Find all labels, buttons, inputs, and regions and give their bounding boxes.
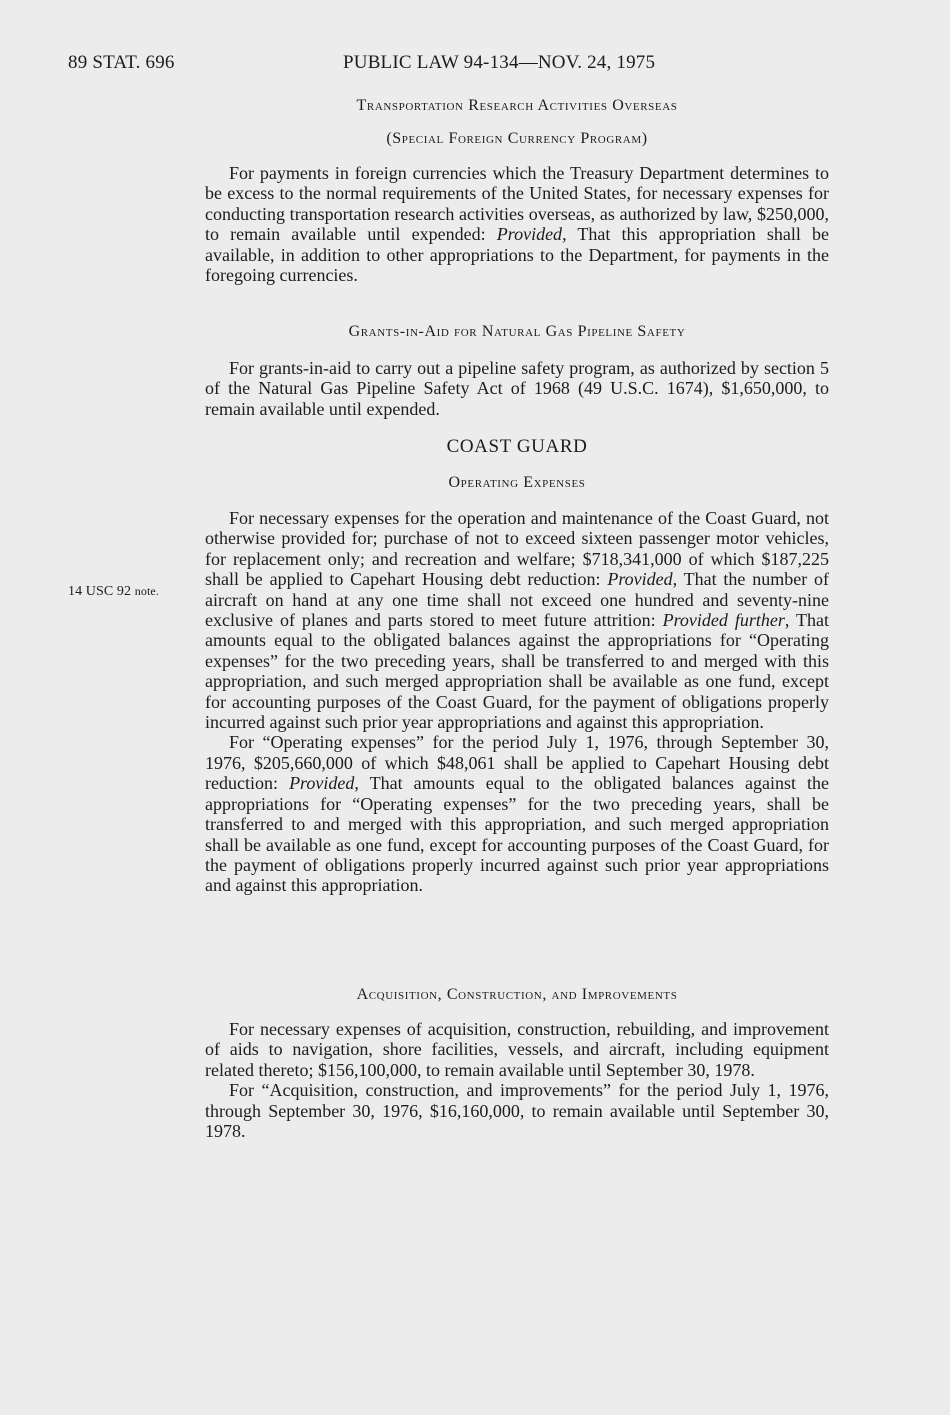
operating-expenses-heading: Operating Expenses bbox=[448, 474, 586, 491]
text-run: For payments in foreign currencies which the Treasury Department determines to be excess to the normal requirements of the United States, for necessary expenses for conducting transportation research activities overseas, as authorized by law, $250,000, to remain available until expended: bbox=[205, 163, 829, 245]
transport-research-heading: Transportation Research Activities Overseas bbox=[356, 97, 678, 114]
provided-italic: Provided bbox=[607, 569, 673, 590]
operating-expenses-paragraph-2 bbox=[205, 732, 829, 895]
stat-page-number: 89 STAT. 696 bbox=[68, 52, 175, 73]
pipeline-safety-heading: Grants-in-Aid for Natural Gas Pipeline Safety bbox=[348, 323, 686, 340]
acquisition-heading: Acquisition, Construction, and Improvements bbox=[356, 986, 678, 1003]
text-run: For necessary expenses for the operation and maintenance of the Coast Guard, not otherwise provided for; purchase of not to exceed sixteen passenger motor vehicles, for replacement only; and recreation and welfare; $718,341,000 of which $187,225 shall be applied to Capehart Housing debt reduction: bbox=[205, 508, 829, 590]
margin-note-usc bbox=[68, 584, 159, 600]
law-title: PUBLIC LAW 94-134—NOV. 24, 1975 bbox=[343, 52, 656, 73]
acquisition-paragraph-2: For “Acquisition, construction, and improvements” for the period July 1, 1976, through September 30, 1976, $16,160,000, to remain available until September 30, 1978. bbox=[205, 1080, 829, 1142]
pipeline-safety-paragraph: For grants-in-aid to carry out a pipeline safety program, as authorized by section 5 of the Natural Gas Pipeline Safety Act of 1968 (49 U.S.C. 1674), $1,650,000, to remain available until expended. bbox=[205, 358, 829, 419]
pipeline-safety-body bbox=[205, 358, 829, 419]
coast-guard-heading: COAST GUARD bbox=[446, 436, 588, 457]
transport-research-paragraph bbox=[205, 163, 829, 285]
provided-further-italic: Provided further bbox=[662, 610, 785, 631]
acquisition-paragraph-1: For necessary expenses of acquisition, construction, rebuilding, and improvement of aids to navigation, shore facilities, vessels, and aircraft, including equipment related thereto; $156,100,000, to remain available until September 30, 1978. bbox=[205, 1019, 829, 1080]
transport-research-body bbox=[205, 163, 829, 285]
text-run: , That this appropriation shall be available, in addition to other appropriations to the Department, for payments in the foregoing currencies. bbox=[205, 224, 830, 286]
text-run: , That the number of aircraft on hand at any one time shall not exceed one hundred and seventy-nine exclusive of planes and parts stored to meet future attrition: bbox=[205, 569, 829, 631]
operating-expenses-paragraph-1 bbox=[205, 508, 829, 732]
transport-research-subheading: (Special Foreign Currency Program) bbox=[386, 130, 648, 147]
text-run: , That amounts equal to the obligated balances against the appropriations for “Operating expenses” for the two preceding years, shall be transferred to and merged with this appropriation, and such merged appropriation shall be available as one fund, except for accounting purposes of the Coast Guard, for the payment of obligations properly incurred against such prior year appropriations and against this appropriation. bbox=[205, 610, 830, 733]
acquisition-body bbox=[205, 1019, 829, 1141]
coast-guard-body bbox=[205, 508, 829, 896]
provided-italic: Provided bbox=[496, 224, 563, 245]
usc-reference: 14 USC 92 bbox=[68, 584, 132, 599]
usc-note: note. bbox=[134, 584, 159, 598]
text-run: , That amounts equal to the obligated balances against the appropriations for “Operating expenses” for the two preceding years, shall be transferred to and merged with this appropriation, and such merged appropriation shall be available as one fund, except for accounting purposes of the Coast Guard, for the payment of obligations properly incurred against such prior year appropriations and against this appropriation. bbox=[205, 773, 830, 896]
text-run: For “Operating expenses” for the period July 1, 1976, through September 30, 1976, $205,660,000 of which $48,061 shall be applied to Capehart Housing debt reduction: bbox=[205, 732, 829, 794]
provided-italic: Provided bbox=[289, 773, 355, 794]
